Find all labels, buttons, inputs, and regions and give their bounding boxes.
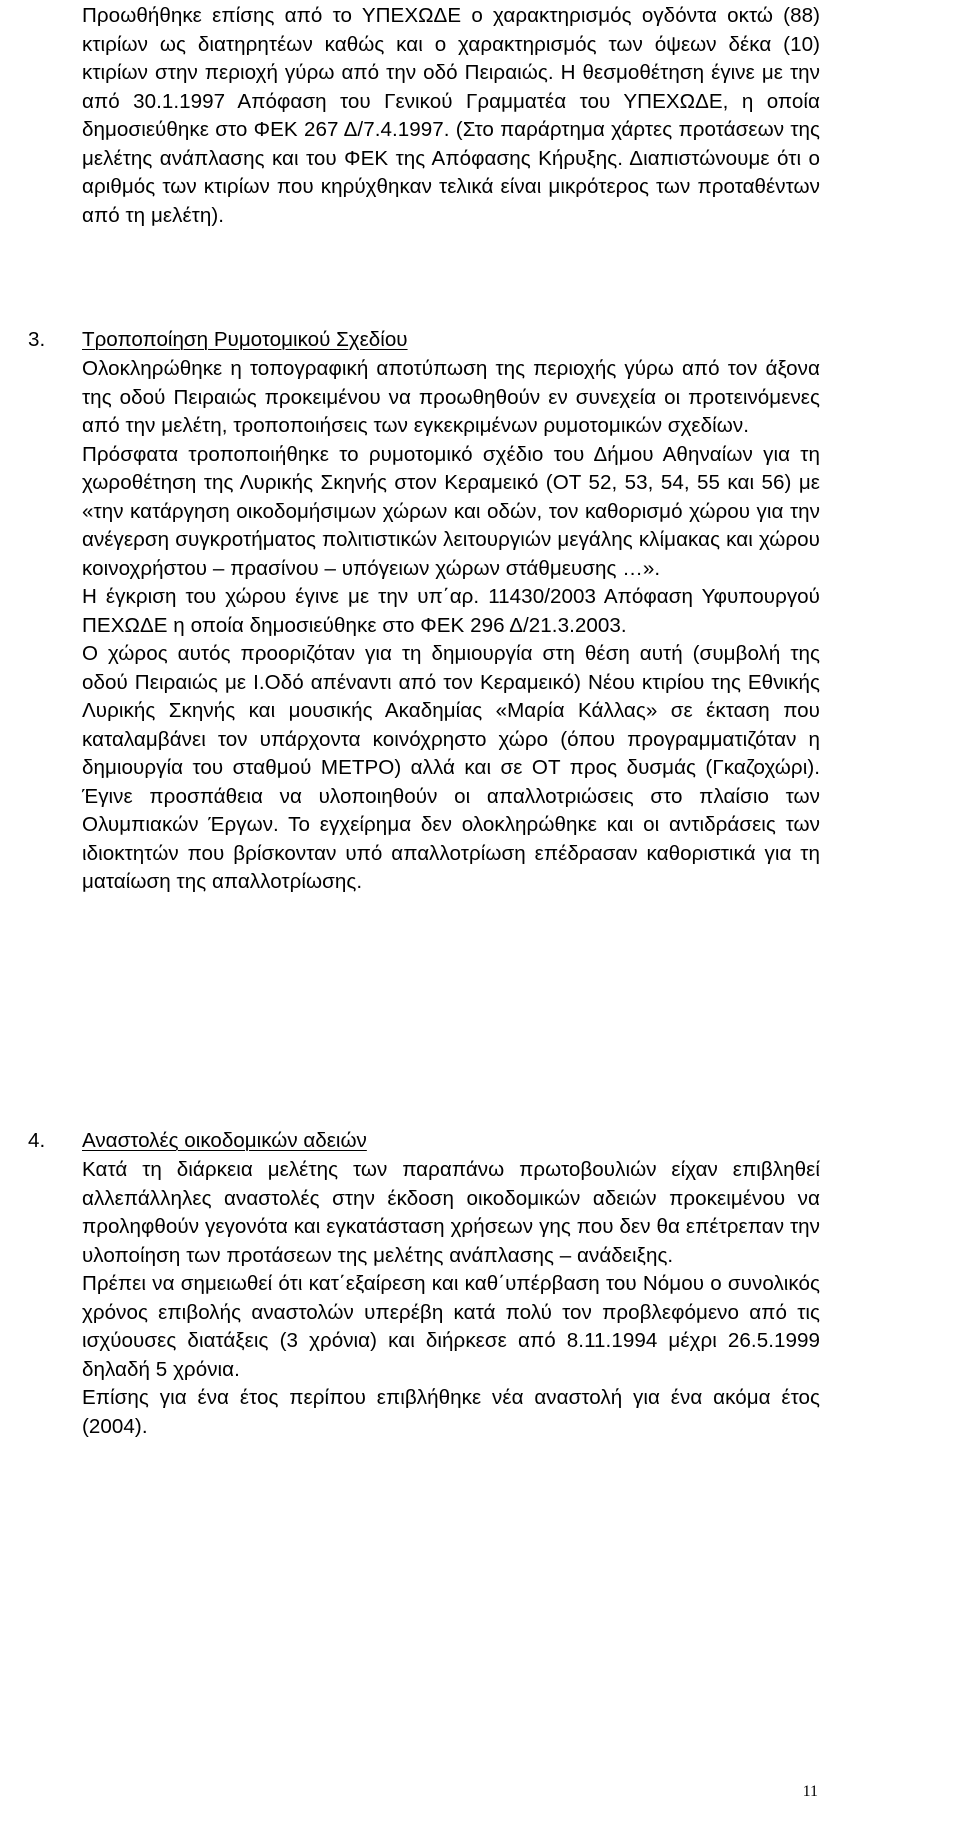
- section-4-paragraph-3: Επίσης για ένα έτος περίπου επιβλήθηκε νέα αναστολή για ένα ακόμα έτος (2004).: [82, 1386, 820, 1438]
- section-4-title: Αναστολές οικοδομικών αδειών: [82, 1129, 367, 1152]
- intro-text: [82, 2, 820, 230]
- section-3-number: 3.: [28, 328, 46, 351]
- section-4-number: 4.: [28, 1129, 46, 1152]
- section-4-paragraph-2: Πρέπει να σημειωθεί ότι κατ΄εξαίρεση και καθ΄υπέρβαση του Νόμου ο συνολικός χρόνος επιβολής αναστολών υπερέβη κατά πολύ τον προβλεφόμενο από τις ισχύουσες διατάξεις (3 χρόνια) και διήρκεσε από 8.11.1994 μέχρι 26.5.1999 δηλαδή 5 χρόνια.: [82, 1272, 820, 1381]
- page-number: 11: [802, 1783, 818, 1800]
- section-4-body: [82, 1156, 820, 1441]
- section-3-title: Τροποποίηση Ρυμοτομικού Σχεδίου: [82, 328, 408, 351]
- section-3-paragraph-2: Πρόσφατα τροποποιήθηκε το ρυμοτομικό σχέδιο του Δήμου Αθηναίων για τη χωροθέτηση της Λυρικής Σκηνής στον Κεραμεικό (ΟΤ 52, 53, 54, 55 και 56) με «την κατάργηση οικοδομήσιμων χώρων και οδών, τον καθορισμό χώρου για την ανέγερση συγκροτήματος πολιτιστικών λειτουργιών μεγάλης κλίμακας και χώρου κοινοχρήστου – πρασίνου – υπόγειων χώρων στάθμευσης …».: [82, 442, 820, 580]
- section-3-paragraph-3: Η έγκριση του χώρου έγινε με την υπ΄αρ. 11430/2003 Απόφαση Υφυπουργού ΠΕΧΩΔΕ η οποία δημοσιεύθηκε στο ΦΕΚ 296 Δ/21.3.2003.: [82, 585, 820, 637]
- section-3-paragraph-4: Ο χώρος αυτός προοριζόταν για τη δημιουργία στη θέση αυτή (συμβολή της οδού Πειραιώς με Ι.Οδό απέναντι από τον Κεραμεικό) Νέου κτιρίου της Εθνικής Λυρικής Σκηνής και μουσικής Ακαδημίας «Μαρία Κάλλας» σε έκταση που καταλαμβάνει τον υπάρχοντα κοινόχρηστο χώρο (όπου προγραμματιζόταν η δημιουργία του σταθμού ΜΕΤΡΟ) αλλά και σε ΟΤ προς δυσμάς (Γκαζοχώρι). Έγινε προσπάθεια να υλοποιηθούν οι απαλλοτριώσεις στο πλαίσιο των Ολυμπιακών Έργων. Το εγχείρημα δεν ολοκληρώθηκε και οι αντιδράσεις των ιδιοκτητών που βρίσκονταν υπό απαλλοτρίωση επέδρασαν καθοριστικά για τη ματαίωση της απαλλοτρίωσης.: [82, 642, 820, 893]
- section-3-body: [82, 355, 820, 897]
- section-3-paragraph-1: Ολοκληρώθηκε η τοπογραφική αποτύπωση της περιοχής γύρω από τον άξονα της οδού Πειραιώς προκειμένου να προωθηθούν εν συνεχεία οι προτεινόμενες από την μελέτη, τροποποιήσεις των εγκεκριμένων ρυμοτομικών σχεδίων.: [82, 357, 820, 437]
- section-4-paragraph-1: Κατά τη διάρκεια μελέτης των παραπάνω πρωτοβουλιών είχαν επιβληθεί αλλεπάλληλες αναστολές στην έκδοση οικοδομικών αδειών προκειμένου να προληφθούν γεγονότα και εγκατάσταση χρήσεων γης που δεν θα επέτρεπαν την υλοποίηση των προτάσεων της μελέτης ανάπλασης – ανάδειξης.: [82, 1158, 820, 1267]
- intro-paragraph: Προωθήθηκε επίσης από το ΥΠΕΧΩΔΕ ο χαρακτηρισμός ογδόντα οκτώ (88) κτιρίων ως διατηρητέων καθώς και ο χαρακτηρισμός των όψεων δέκα (10) κτιρίων στην περιοχή γύρω από την οδό Πειραιώς. Η θεσμοθέτηση έγινε με την από 30.1.1997 Απόφαση του Γενικού Γραμματέα του ΥΠΕΧΩΔΕ, η οποία δημοσιεύθηκε στο ΦΕΚ 267 Δ/7.4.1997. (Στο παράρτημα χάρτες προτάσεων της μελέτης ανάπλασης και του ΦΕΚ της Απόφασης Κήρυξης. Διαπιστώνουμε ότι ο αριθμός των κτιρίων που κηρύχθηκαν τελικά είναι μικρότερος των προταθέντων από τη μελέτη).: [82, 4, 820, 227]
